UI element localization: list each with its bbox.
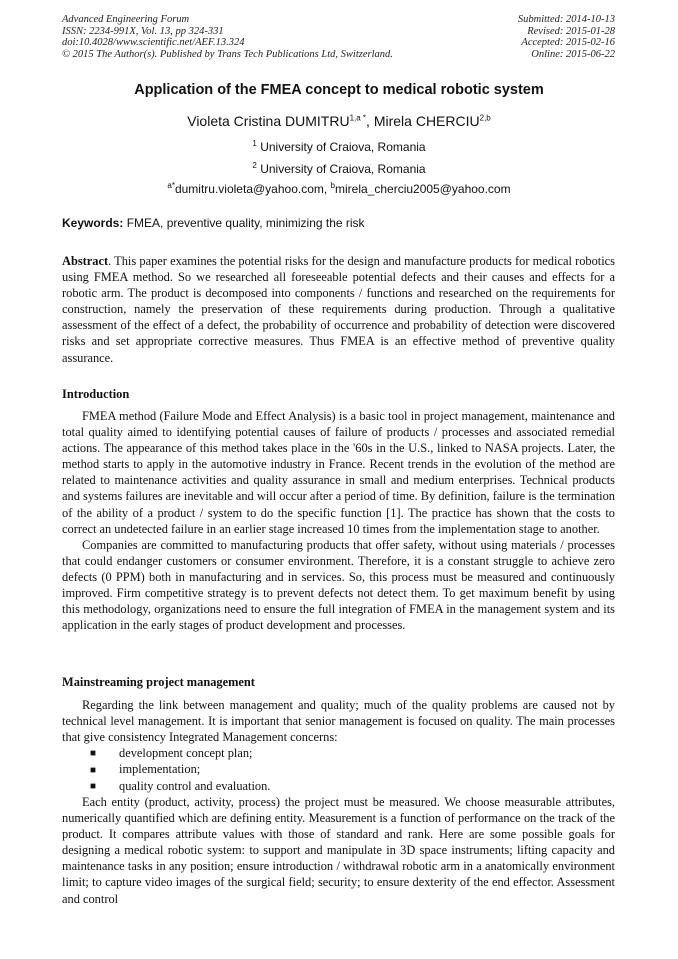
affiliation-2-sup: 2 [252, 161, 257, 170]
email-line [0, 182, 678, 196]
author-separator: , [366, 113, 374, 129]
author-1-name: Violeta Cristina DUMITRU [187, 113, 350, 129]
journal-doi: doi:10.4028/www.scientific.net/AEF.13.324 [62, 37, 245, 48]
submission-dates [518, 14, 615, 60]
affiliation-1-text: University of Craiova, Romania [260, 140, 426, 154]
concerns-list [62, 745, 615, 794]
mainstreaming-p1-text: Regarding the link between management and quality; much of the quality problems are caused not by technical level management. It is important that senior management is focused on quality. The main processes that give consistency Integrated Management concerns: [62, 698, 615, 745]
journal-copyright: © 2015 The Author(s). Published by Trans Tech Publications Ltd, Switzerland. [62, 48, 393, 60]
affiliation-2-text: University of Craiova, Romania [260, 162, 426, 176]
abstract [62, 253, 615, 366]
mainstreaming-paragraph-1 [62, 697, 615, 745]
mainstreaming-p2-text: Each entity (product, activity, process) the project must be measured. We choose measurable attributes, numerically quantified which are defining entity. Measurement is a function of performance on the track of the product. It compares attribute values with those of standard and rank. Here are some possible goals for designing a medical robotic system: to support and manipulate in 3D space instruments; lifting capacity and maintenance tasks in any position; ensure introduction / withdrawal robotic arm in a anatomically environment limit; to capture video images of the surgical field; security; to ensure dexterity of the end effector. Assessment and control [62, 795, 615, 906]
keywords-text: FMEA, preventive quality, minimizing the risk [123, 216, 365, 230]
journal-name: Advanced Engineering Forum [62, 14, 190, 25]
square-bullet-icon [91, 751, 96, 756]
journal-issn: ISSN: 2234-991X, Vol. 13, pp 324-331 [62, 25, 224, 37]
email-a-sup: a* [167, 181, 175, 190]
author-2-sup: 2,b [479, 113, 491, 123]
affiliation-1-sup: 1 [252, 139, 257, 148]
mainstreaming-heading: Mainstreaming project management [62, 675, 255, 689]
list-item-text: implementation; [119, 762, 201, 777]
accepted-date: Accepted: 2015-02-16 [521, 37, 615, 48]
keywords-label: Keywords: [62, 216, 124, 230]
author-2-name: Mirela CHERCIU [373, 113, 480, 129]
introduction-body [62, 408, 615, 633]
paper-title: Application of the FMEA concept to medical robotic system [134, 82, 544, 98]
author-1-sup: 1,a * [349, 113, 367, 123]
abstract-text: . This paper examines the potential risks for the design and manufacture products for medical robotics using FMEA method. So we researched all foreseeable potential defects and their causes and effects for a robotic arm. The product is decomposed into components / functions and researched on the requirements for construction, namely the preservation of these requirements during production. Through a qualitative assessment of the effect of a defect, the probability of occurrence and probability of detection were discovered risks and set appropriate corrective measures. Thus FMEA is an effective method of preventive quality assurance. [62, 254, 615, 365]
email-b-sup: b [330, 181, 335, 190]
introduction-paragraph-2: Companies are committed to manufacturing products that offer safety, without using materials / processes that could endanger customers or consumer environment. Therefore, it is a constant struggle to achieve zero defects (0 PPM) both in manufacturing and in services. So, this process must be measured and continuously improved. Firm competitive strategy is to prevent defects not detect them. To get maximum benefit by using this methodology, organizations need to ensure the full integration of FMEA in the management system and its application in the early stages of product development and processes. [62, 537, 615, 633]
list-item [62, 761, 615, 777]
keywords [62, 216, 365, 230]
list-item-text: quality control and evaluation. [119, 778, 271, 793]
submitted-date: Submitted: 2014-10-13 [517, 14, 615, 25]
list-item [62, 745, 615, 761]
list-item-text: development concept plan; [119, 746, 253, 760]
square-bullet-icon [91, 767, 96, 772]
mainstreaming-paragraph-2 [62, 794, 615, 907]
online-date: Online: 2015-06-22 [531, 48, 615, 60]
affiliation-2 [0, 162, 678, 176]
square-bullet-icon [91, 784, 96, 789]
email-b[interactable]: mirela_cherciu2005@yahoo.com [335, 182, 511, 196]
abstract-label: Abstract [62, 254, 109, 268]
journal-info [62, 14, 393, 60]
affiliation-1 [0, 140, 678, 154]
introduction-paragraph-1: FMEA method (Failure Mode and Effect Analysis) is a basic tool in project management, maintenance and total quality aimed to identifying potential causes of failure of products / processes and associated remedial actions. The appearance of this method takes place in the '60s in the U.S., linked to NASA projects. Later, the method starts to apply in the automotive industry in France. Recent trends in the evolution of the method are related to maintenance activities and quality assurance in small and medium enterprises. Technical products and systems failures are inevitable and will occur after a period of time. By definition, failure is the termination of the ability of a product / system to do the specific function [1]. The practice has shown that the costs to correct an undetected failure in an earlier stage increased 10 times from the implementation stage to another. [62, 409, 615, 536]
introduction-heading: Introduction [62, 387, 130, 401]
email-a[interactable]: dumitru.violeta@yahoo.com, [174, 182, 331, 196]
list-item [62, 778, 615, 794]
author-line [0, 113, 678, 129]
revised-date: Revised: 2015-01-28 [527, 25, 615, 37]
